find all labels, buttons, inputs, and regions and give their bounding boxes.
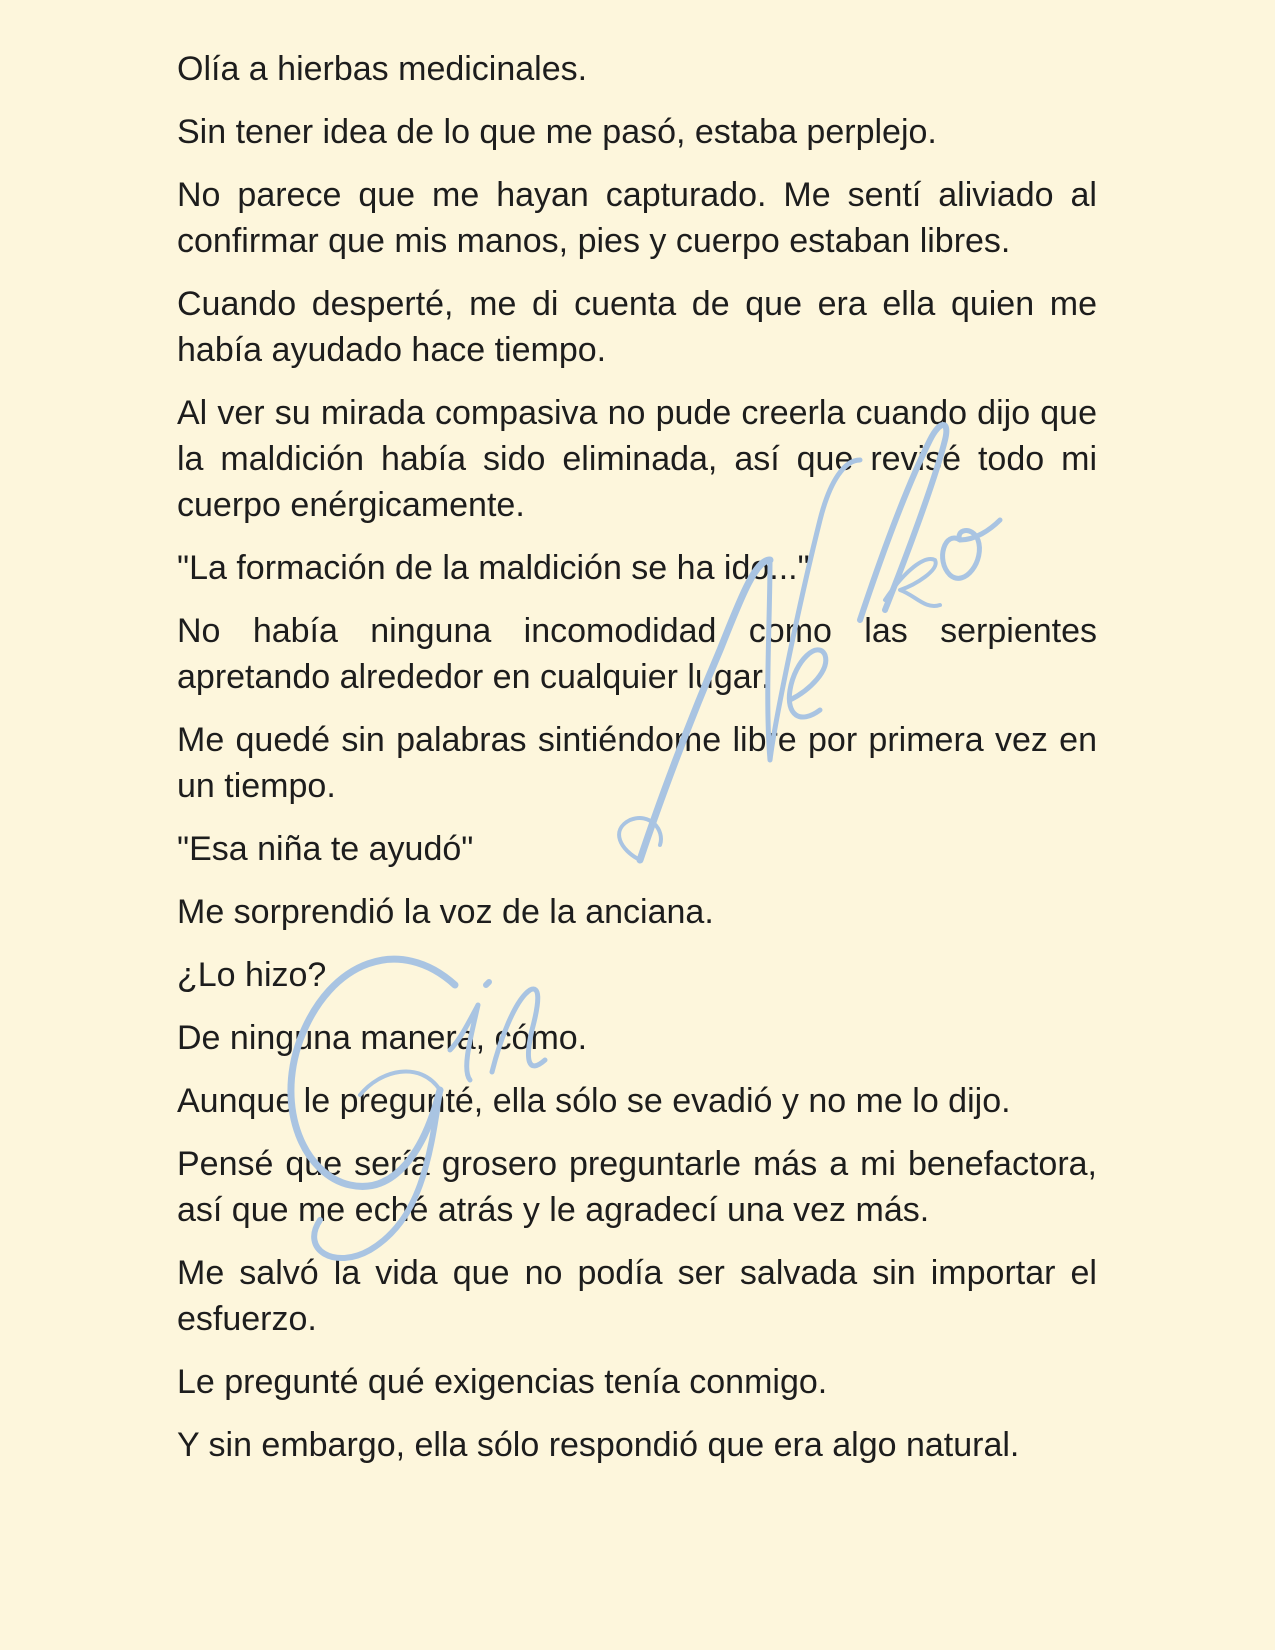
paragraph: "La formación de la maldición se ha ido...": [177, 549, 810, 587]
paragraph: Le pregunté qué exigencias tenía conmigo.: [177, 1363, 828, 1401]
paragraph: Aunque le pregunté, ella sólo se evadió y no me lo dijo.: [177, 1082, 1011, 1120]
paragraph: No parece que me hayan capturado. Me sentí aliviado al confirmar que mis manos, pies y cuerpo estaban libres.: [177, 176, 1097, 260]
paragraph: ¿Lo hizo?: [177, 956, 327, 994]
paragraph: Me salvó la vida que no podía ser salvada sin importar el esfuerzo.: [177, 1254, 1097, 1338]
paragraph: Y sin embargo, ella sólo respondió que era algo natural.: [177, 1426, 1020, 1464]
paragraph: Pensé que sería grosero preguntarle más a mi benefactora, así que me eché atrás y le agradecí una vez más.: [177, 1145, 1097, 1229]
paragraph: De ninguna manera, cómo.: [177, 1019, 588, 1057]
paragraph: Me quedé sin palabras sintiéndome libre por primera vez en un tiempo.: [177, 721, 1097, 805]
body-text: [177, 46, 1097, 1485]
paragraph: Me sorprendió la voz de la anciana.: [177, 893, 714, 931]
paragraph: Sin tener idea de lo que me pasó, estaba perplejo.: [177, 113, 937, 151]
paragraph: Cuando desperté, me di cuenta de que era ella quien me había ayudado hace tiempo.: [177, 285, 1097, 369]
paragraph: No había ninguna incomodidad como las serpientes apretando alrededor en cualquier lugar.: [177, 612, 1097, 696]
paragraph: Olía a hierbas medicinales.: [177, 50, 588, 88]
paragraph: Al ver su mirada compasiva no pude creerla cuando dijo que la maldición había sido eliminada, así que revisé todo mi cuerpo enérgicamente.: [177, 394, 1097, 524]
paragraph: "Esa niña te ayudó": [177, 830, 474, 868]
